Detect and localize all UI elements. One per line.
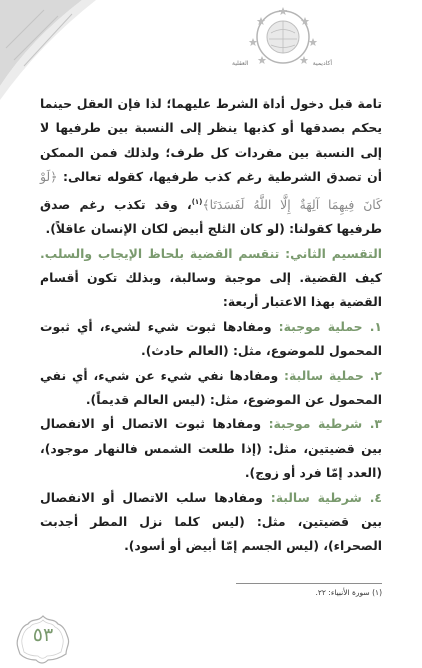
paragraph-second-division	[40, 242, 382, 315]
list-item-negative-categorical	[40, 364, 382, 413]
list-item-label: ٣. شرطية موجبة:	[268, 416, 382, 432]
list-item-text: ومفادها نفي شيء عن شيء، أي نفي المحمول عن الموضوع، مثل: (ليس العالم قديماً).	[40, 367, 382, 407]
quran-verse: ﴿لَوْ كَانَ فِيهِمَا آلِهَةٌ إِلَّا اللَّهُ لَفَسَدَتَا﴾	[40, 169, 382, 212]
list-item-text: ومفادها ثبوت الاتصال أو الانفصال بين قضيتين، مثل: (إذا طلعت الشمس فالنهار موجود)، (العدد إمّا فرد أو زوج).	[40, 416, 382, 481]
list-item-text: ومفادها سلب الاتصال أو الانفصال بين قضيتين، مثل: (ليس كلما نزل المطر أجدبت الصحراء)، (ليس الجسم إمّا أبيض أو أسود).	[40, 489, 382, 554]
list-item-label: ١. حملية موجبة:	[278, 318, 382, 334]
body-text	[40, 92, 382, 559]
list-item-negative-conditional	[40, 486, 382, 559]
footnote-reference: (١)	[191, 197, 203, 206]
list-item-label: ٤. شرطية سالبة:	[270, 489, 382, 505]
footnote-divider	[236, 583, 382, 584]
logo-caption-left: العقلية	[232, 60, 249, 67]
logo-caption	[232, 60, 332, 74]
list-item-affirmative-categorical	[40, 315, 382, 364]
logo-caption-right: أكاديمية	[312, 60, 332, 67]
list-item-text: ومفادها ثبوت شيء لشيء، أي ثبوت المحمول للموضوع، مثل: (العالم حادث).	[40, 318, 382, 359]
paragraph-conditional-truth	[40, 92, 382, 242]
section-heading: التقسيم الثاني: تنقسم القضية بلحاظ الإيجاب والسلب.	[40, 245, 382, 261]
paragraph-text-continued: ، وقد تكذب رغم صدق طرفيها كقولنا: (لو كان الثلج أبيض لكان الإنسان عاقلاً).	[40, 196, 382, 237]
paragraph-text: تامة قبل دخول أداة الشرط عليهما؛ لذا فإن العقل حينما يحكم بصدقها أو كذبها ينظر إلى النسبة بين طرفيها لا إلى النسبة بين مفردات كل طرف؛ ولذلك فمن الممكن أن تصدق الشرطية رغم كذب طرفيها، كقوله تعالى:	[40, 96, 382, 185]
paragraph-text: كيف القضية. إلى موجبة وسالبة، وبذلك تكون أقسام القضية بهذا الاعتبار أربعة:	[40, 269, 382, 310]
list-item-affirmative-conditional	[40, 412, 382, 485]
page-number: ٥٣	[32, 624, 54, 646]
list-item-label: ٢. حملية سالبة:	[284, 367, 382, 383]
footnote: (١) سورة الأنبياء: ٢٢.	[315, 588, 382, 597]
page-curl-decoration	[0, 0, 140, 100]
